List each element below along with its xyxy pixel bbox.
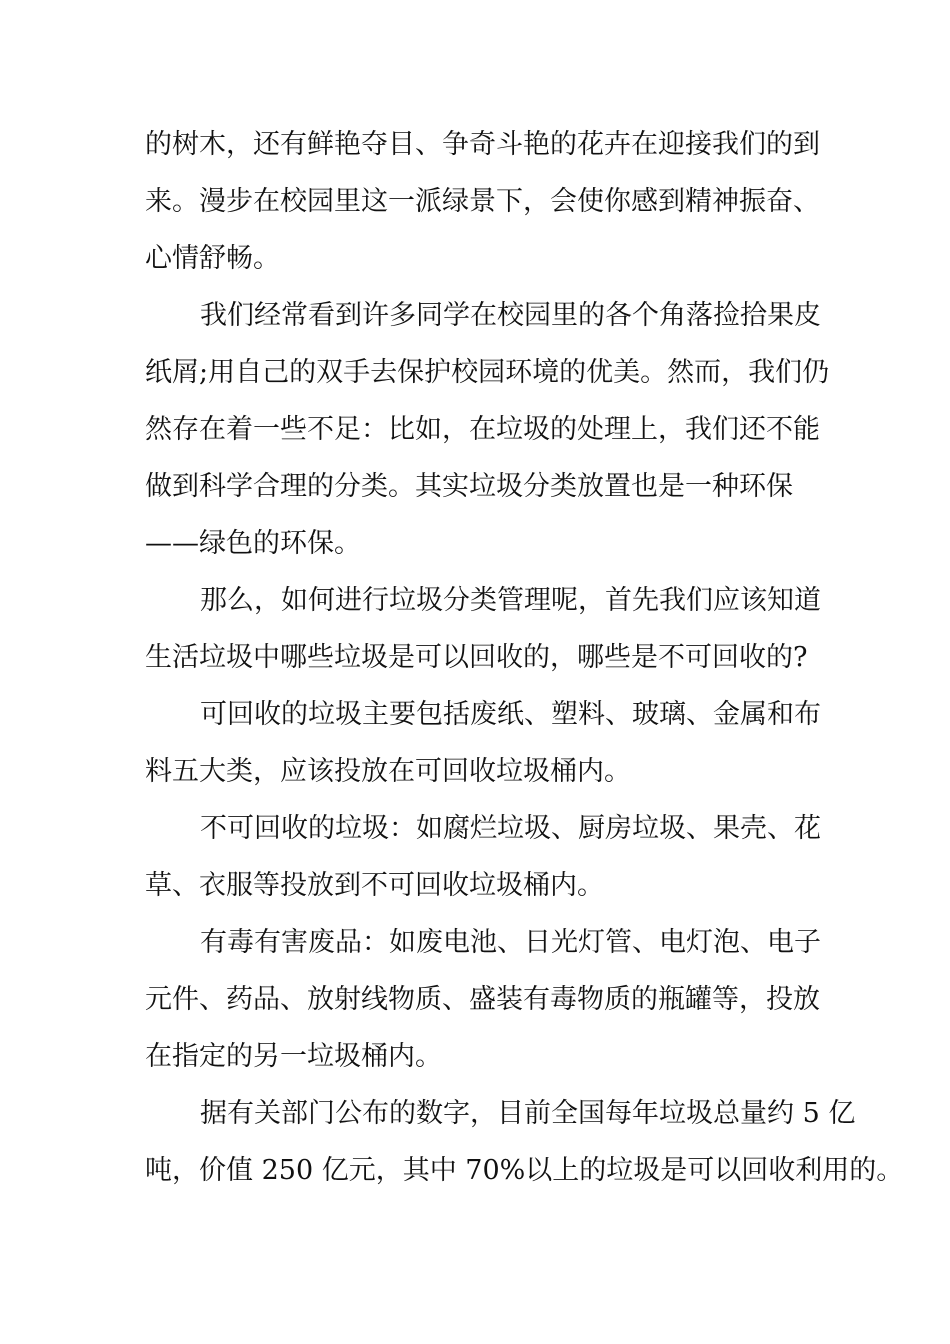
document-body — [145, 116, 904, 1199]
paragraph-line: ——绿色的环保。 — [145, 528, 361, 559]
paragraph-line: 纸屑;用自己的双手去保护校园环境的优美。然而，我们仍 — [145, 357, 830, 388]
paragraph-line: 在指定的另一垃圾桶内。 — [145, 1041, 442, 1072]
paragraph-line: 心情舒畅。 — [145, 243, 280, 274]
paragraph-line: 吨，价值 250 亿元，其中 70%以上的垃圾是可以回收利用的。 — [145, 1155, 904, 1186]
paragraph-line: 那么，如何进行垃圾分类管理呢，首先我们应该知道 — [200, 585, 821, 616]
paragraph-line: 据有关部门公布的数字，目前全国每年垃圾总量约 5 亿 — [200, 1098, 856, 1129]
paragraph-line: 生活垃圾中哪些垃圾是可以回收的，哪些是不可回收的? — [145, 642, 808, 673]
paragraph-1 — [145, 116, 820, 287]
paragraph-2 — [145, 287, 830, 572]
paragraph-3 — [145, 572, 821, 686]
paragraph-line: 的树木，还有鲜艳夺目、争奇斗艳的花卉在迎接我们的到 — [145, 129, 820, 160]
paragraph-line: 不可回收的垃圾：如腐烂垃圾、厨房垃圾、果壳、花 — [200, 813, 821, 844]
paragraph-5 — [145, 800, 821, 914]
paragraph-line: 元件、药品、放射线物质、盛装有毒物质的瓶罐等，投放 — [145, 984, 820, 1015]
paragraph-4 — [145, 686, 821, 800]
paragraph-6 — [145, 914, 821, 1085]
paragraph-7 — [145, 1085, 904, 1199]
paragraph-line: 可回收的垃圾主要包括废纸、塑料、玻璃、金属和布 — [200, 699, 821, 730]
paragraph-line: 草、衣服等投放到不可回收垃圾桶内。 — [145, 870, 604, 901]
paragraph-line: 做到科学合理的分类。其实垃圾分类放置也是一种环保 — [145, 471, 793, 502]
paragraph-line: 来。漫步在校园里这一派绿景下，会使你感到精神振奋、 — [145, 186, 820, 217]
paragraph-line: 料五大类，应该投放在可回收垃圾桶内。 — [145, 756, 631, 787]
paragraph-line: 我们经常看到许多同学在校园里的各个角落捡拾果皮 — [200, 300, 821, 331]
paragraph-line: 然存在着一些不足：比如，在垃圾的处理上，我们还不能 — [145, 414, 820, 445]
paragraph-line: 有毒有害废品：如废电池、日光灯管、电灯泡、电子 — [200, 927, 821, 958]
